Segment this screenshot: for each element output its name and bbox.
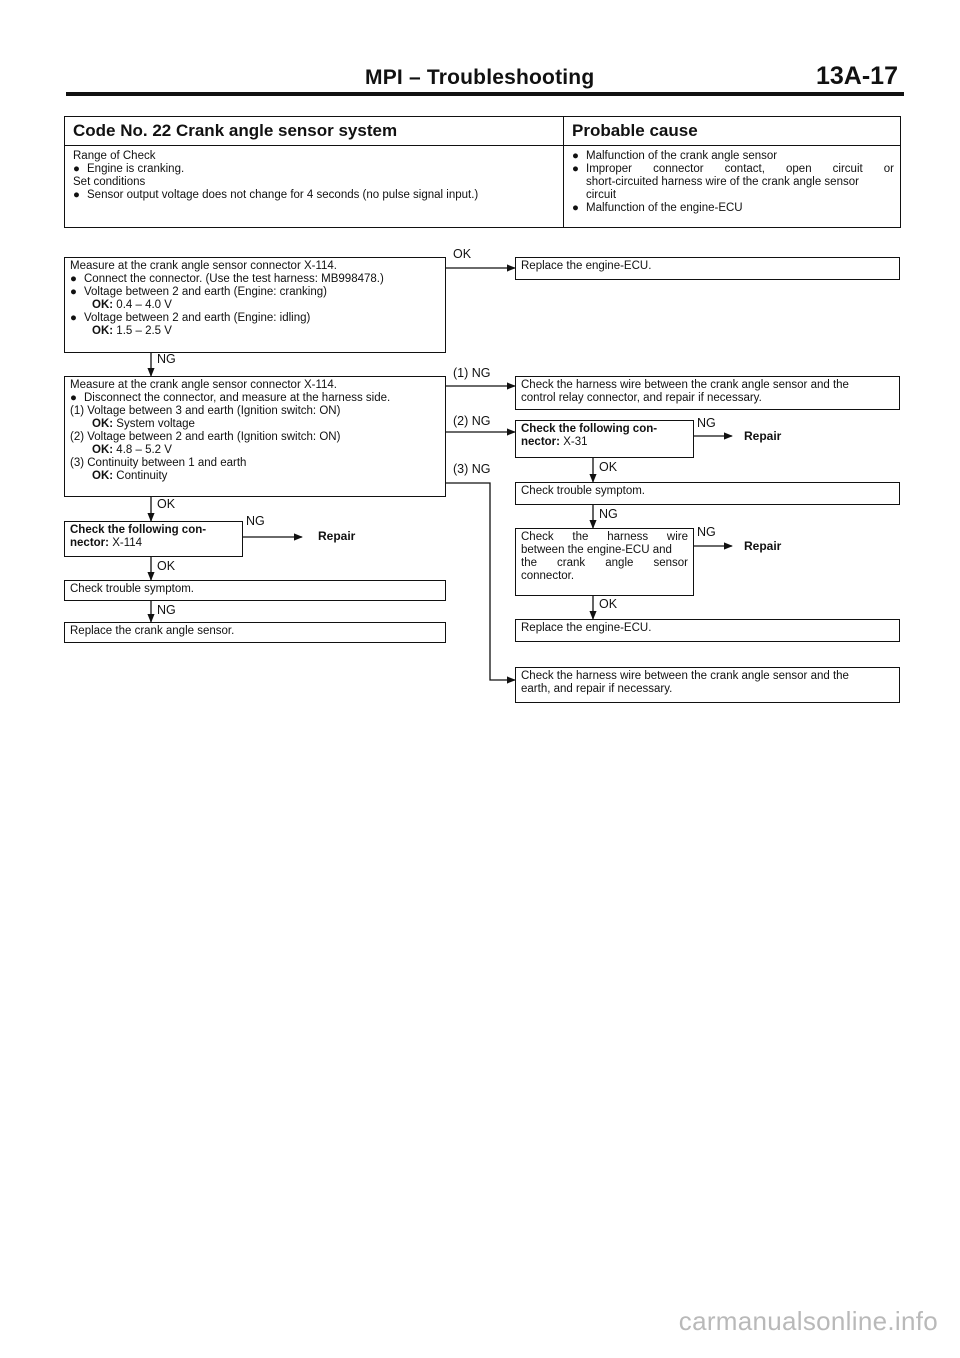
cause-item: Malfunction of the engine-ECU [586, 202, 743, 214]
check-connector-x31-box [515, 420, 694, 458]
ok-label: OK: [92, 418, 114, 430]
label-ok: OK [599, 460, 618, 474]
bullet-icon: ● [572, 202, 579, 214]
replace-ecu-bottom-box [515, 619, 900, 642]
harness-ecu-text: Check the harness wire [521, 531, 688, 543]
check-connector-text: Check the following con- [70, 524, 207, 536]
cause-item: short-circuited harness wire of the crank angle sensor [586, 176, 859, 188]
page-title: MPI – Troubleshooting [365, 66, 595, 89]
code-title: Code No. 22 Crank angle sensor system [65, 117, 563, 146]
step2-value: Continuity [116, 470, 168, 482]
ok-label: OK: [92, 299, 114, 311]
harness-ecu-text: connector. [521, 570, 575, 582]
check-connector-text: nector: [70, 537, 109, 549]
cause-item: circuit [586, 189, 617, 201]
bullet-icon: ● [73, 189, 80, 201]
label-ng2: (2) NG [453, 414, 491, 428]
check-connector-x114-box [64, 521, 243, 557]
watermark: carmanualsonline.info [678, 1306, 938, 1336]
set-item: Sensor output voltage does not change for 4 seconds (no pulse signal input.) [87, 189, 479, 201]
step2-value: System voltage [116, 418, 195, 430]
cause-item: Improper connector contact, open circuit or [586, 163, 894, 175]
step1-text: Voltage between 2 and earth (Engine: cranking) [84, 286, 327, 298]
range-item: Engine is cranking. [87, 163, 185, 175]
replace-ecu-text: Replace the engine-ECU. [521, 622, 652, 634]
check-connector-text: nector: [521, 436, 560, 448]
label-ok: OK [599, 597, 618, 611]
ok-label: OK: [92, 325, 114, 337]
page-number: 13A-17 [816, 62, 898, 90]
ok-label: OK: [92, 444, 114, 456]
harness-ecu-text: between the engine-ECU and [521, 544, 672, 556]
check-trouble-text: Check trouble symptom. [70, 583, 194, 595]
step1-value: 1.5 – 2.5 V [116, 325, 172, 337]
arrow-step2-ng3 [446, 483, 515, 680]
step1-text: Voltage between 2 and earth (Engine: idling) [84, 312, 311, 324]
step2-text: (3) Continuity between 1 and earth [70, 457, 247, 469]
label-ng3: (3) NG [453, 462, 491, 476]
bullet-icon: ● [70, 273, 77, 285]
right-check-trouble-box [515, 482, 900, 505]
harness-ecu-text: the crank angle sensor [521, 557, 688, 569]
label-ng1: (1) NG [453, 366, 491, 380]
replace-sensor-text: Replace the crank angle sensor. [70, 625, 235, 637]
step1-value: 0.4 – 4.0 V [116, 299, 172, 311]
step2-value: 4.8 – 5.2 V [116, 444, 172, 456]
label-ng: NG [157, 352, 176, 366]
harness-relay-text: Check the harness wire between the crank angle sensor and the [521, 379, 849, 391]
step1-box [64, 257, 446, 353]
bullet-icon: ● [572, 150, 579, 162]
check-trouble-text: Check trouble symptom. [521, 485, 645, 497]
label-ok: OK [157, 497, 176, 511]
label-ng: NG [697, 525, 716, 539]
left-check-trouble-box [64, 580, 446, 601]
step2-text: (2) Voltage between 2 and earth (Ignition switch: ON) [70, 431, 341, 443]
bullet-icon: ● [70, 312, 77, 324]
harness-ecu-box [515, 528, 694, 596]
range-label: Range of Check [73, 150, 156, 162]
step2-title: Measure at the crank angle sensor connector X-114. [70, 379, 337, 391]
harness-earth-text: earth, and repair if necessary. [521, 683, 673, 695]
repair-label: Repair [744, 539, 782, 553]
harness-earth-text: Check the harness wire between the crank angle sensor and the [521, 670, 849, 682]
bullet-icon: ● [73, 163, 80, 175]
bullet-icon: ● [70, 392, 77, 404]
label-ok: OK [157, 559, 176, 573]
harness-relay-box [515, 376, 900, 410]
harness-relay-text: control relay connector, and repair if necessary. [521, 392, 762, 404]
connector-id: X-31 [563, 436, 588, 448]
step2-box [64, 376, 446, 497]
repair-label: Repair [744, 429, 782, 443]
replace-ecu-text: Replace the engine-ECU. [521, 260, 652, 272]
cause-title: Probable cause [564, 117, 900, 146]
cause-item: Malfunction of the crank angle sensor [586, 150, 778, 162]
bullet-icon: ● [572, 163, 579, 175]
replace-sensor-box [64, 622, 446, 643]
harness-earth-box [515, 667, 900, 703]
label-ng: NG [599, 507, 618, 521]
step1-title: Measure at the crank angle sensor connector X-114. [70, 260, 337, 272]
step2-text: (1) Voltage between 3 and earth (Ignition switch: ON) [70, 405, 341, 417]
label-ng: NG [246, 514, 265, 528]
label-ng: NG [157, 603, 176, 617]
replace-ecu-top-box [515, 257, 900, 280]
step2-text: Disconnect the connector, and measure at the harness side. [84, 392, 391, 404]
check-connector-text: Check the following con- [521, 423, 658, 435]
connector-id: X-114 [112, 537, 143, 549]
label-ng: NG [697, 416, 716, 430]
bullet-icon: ● [70, 286, 77, 298]
step1-text: Connect the connector. (Use the test harness: MB998478.) [84, 273, 384, 285]
repair-label: Repair [318, 529, 356, 543]
set-label: Set conditions [73, 176, 146, 188]
label-ok: OK [453, 247, 472, 261]
ok-label: OK: [92, 470, 114, 482]
